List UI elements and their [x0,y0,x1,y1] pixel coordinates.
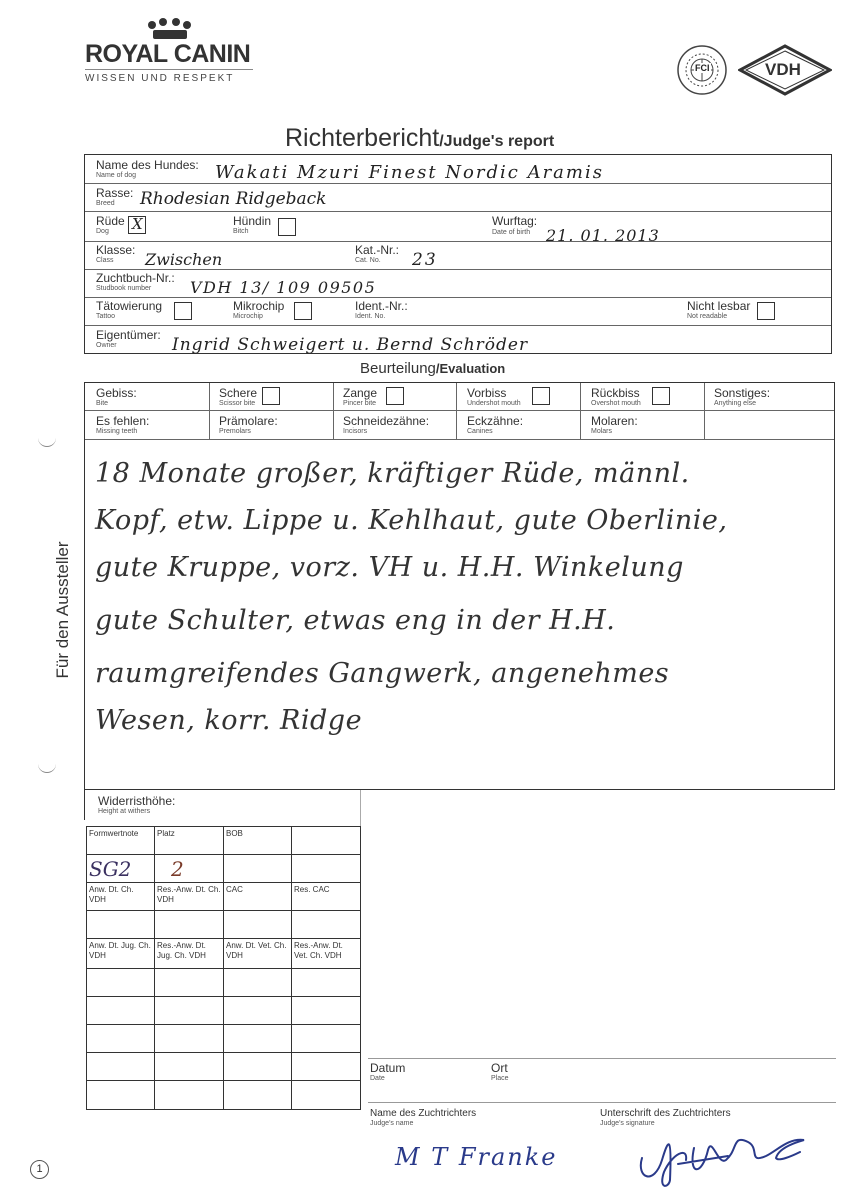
brand-name: ROYAL CANIN [85,40,251,68]
overshot-label: Rückbiss Overshot mouth [591,386,641,407]
catno-value: 23 [412,250,438,270]
grade-cell [87,969,155,997]
grade-value-formwert: SG2 [87,855,155,883]
judge-signature [628,1120,818,1192]
grade-header-empty [292,827,361,855]
overshot-checkbox[interactable] [652,387,670,405]
grade-cell [87,911,155,939]
grade-cell [224,997,292,1025]
fci-label: FCI [695,63,710,73]
microchip-checkbox[interactable] [294,302,312,320]
punch-hole-top [38,436,56,447]
pincer-bite-label: Zange Pincer bite [343,386,378,407]
grades-table [86,826,361,1110]
anything-else-label: Sonstiges: Anything else [714,386,771,407]
grade-header-platz: Platz [155,827,224,855]
scissor-bite-label: Schere Scissor bite [219,386,258,407]
female-label: Hündin Bitch [233,214,272,235]
grade-value-bob [224,855,292,883]
birth-label: Wurftag: [492,214,538,228]
grade-cell [292,911,361,939]
page-title [285,124,554,153]
grade-anw-dt-ch: Anw. Dt. Ch. VDH [87,883,155,911]
grade-cell [87,1025,155,1053]
dog-name-value: Wakati Mzuri Finest Nordic Aramis [215,162,604,183]
page-number: 1 [36,1163,43,1175]
unreadable-label: Nicht lesbar Not readable [687,299,751,320]
class-label: Klasse: Class [96,243,136,264]
royal-canin-logo [85,18,260,88]
breed-label: Rasse: Breed [96,186,134,207]
owner-value: Ingrid Schweigert u. Bernd Schröder [172,335,529,355]
grade-cac: CAC [224,883,292,911]
grade-cell [155,1053,224,1081]
report-line-4: gute Schulter, etwas eng in der H.H. [95,605,616,636]
report-line-1: 18 Monate großer, kräftiger Rüde, männl. [95,458,690,489]
grade-cell [292,1025,361,1053]
molars-label: Molaren: Molars [591,414,638,435]
grade-anw-dt-vet: Anw. Dt. Vet. Ch. VDH [224,939,292,969]
brand-tagline: WISSEN UND RESPEKT [85,73,235,84]
vdh-label: VDH [765,60,801,79]
grade-res-anw-dt-vet: Res.-Anw. Dt. Vet. Ch. VDH [292,939,361,969]
report-line-5: raumgreifendes Gangwerk, angenehmes [95,658,670,689]
tattoo-label: Tätowierung Tattoo [96,299,163,320]
undershot-label: Vorbiss Undershot mouth [467,386,521,407]
undershot-checkbox[interactable] [532,387,550,405]
report-line-6: Wesen, korr. Ridge [95,705,363,736]
title-main: Richterbericht [285,124,440,152]
owner-label: Eigentümer: Owner [96,328,161,349]
canines-label: Eckzähne: Canines [467,414,524,435]
grade-res-cac: Res. CAC [292,883,361,911]
judge-signature-label: Unterschrift des Zuchtrichters Judge's signature [600,1108,731,1127]
grade-cell [155,911,224,939]
fci-seal [676,44,728,96]
grade-cell [87,1081,155,1110]
pincer-bite-checkbox[interactable] [386,387,404,405]
birth-sublabel: Date of birth [492,229,531,236]
grade-cell [292,997,361,1025]
title-sub: /Judge's report [439,133,555,150]
judge-name-label: Name des Zuchtrichters Judge's name [370,1108,477,1127]
premolars-label: Prämolare: Premolars [219,414,278,435]
report-line-2: Kopf, etw. Lippe u. Kehlhaut, gute Oberlinie, [95,505,728,536]
report-line-3: gute Kruppe, vorz. VH u. H.H. Winkelung [95,552,684,583]
grade-cell [224,1025,292,1053]
grade-cell [155,969,224,997]
grade-res-anw-dt-jug: Res.-Anw. Dt. Jug. Ch. VDH [155,939,224,969]
judge-name-value: M T Franke [395,1143,558,1171]
grade-cell [224,969,292,997]
grade-cell [292,1053,361,1081]
vdh-logo [738,44,832,96]
grade-value-empty [292,855,361,883]
tattoo-checkbox[interactable] [174,302,192,320]
date-label: Datum Date [370,1061,406,1082]
grade-cell [292,969,361,997]
grade-value-platz: 2 [155,855,224,883]
page-number-badge [30,1160,49,1179]
withers-label: Widerristhöhe: Height at withers [98,794,176,815]
evaluation-heading: Beurteilung/Evaluation [360,360,506,377]
studbook-label: Zuchtbuch-Nr.: Studbook number [96,271,175,292]
class-value: Zwischen [145,250,223,269]
identno-label: Ident.-Nr.: Ident. No. [355,299,408,320]
grade-header-bob: BOB [224,827,292,855]
punch-hole-bottom [38,762,56,773]
missing-teeth-label: Es fehlen: Missing teeth [96,414,150,435]
male-check-mark: X [132,215,143,233]
side-text: Für den Aussteller [53,541,72,679]
incisors-label: Schneidezähne: Incisors [343,414,430,435]
place-label: Ort Place [491,1061,509,1082]
grade-cell [87,997,155,1025]
grade-header-formwert: Formwertnote [87,827,155,855]
grade-cell [292,1081,361,1110]
grade-cell [224,911,292,939]
grade-cell [224,1053,292,1081]
grade-cell [155,1081,224,1110]
microchip-label: Mikrochip Microchip [233,299,285,320]
male-checkbox[interactable] [128,216,146,234]
breed-value: Rhodesian Ridgeback [140,189,327,209]
birth-value: 21. 01. 2013 [546,226,660,245]
grade-cell [87,1053,155,1081]
grade-res-anw-dt-ch: Res.-Anw. Dt. Ch. VDH [155,883,224,911]
grade-cell [224,1081,292,1110]
grade-anw-dt-jug: Anw. Dt. Jug. Ch. VDH [87,939,155,969]
grade-cell [155,1025,224,1053]
grade-cell [155,997,224,1025]
scissor-bite-checkbox[interactable] [262,387,280,405]
studbook-value: VDH 13/ 109 09505 [190,278,377,297]
unreadable-checkbox[interactable] [757,302,775,320]
dog-name-label: Name des Hundes: Name of dog [96,158,199,179]
catno-label: Kat.-Nr.: Cat. No. [355,243,400,264]
bite-label: Gebiss: Bite [96,386,137,407]
male-label: Rüde Dog [96,214,125,235]
crown-icon [147,18,193,42]
female-checkbox[interactable] [278,218,296,236]
